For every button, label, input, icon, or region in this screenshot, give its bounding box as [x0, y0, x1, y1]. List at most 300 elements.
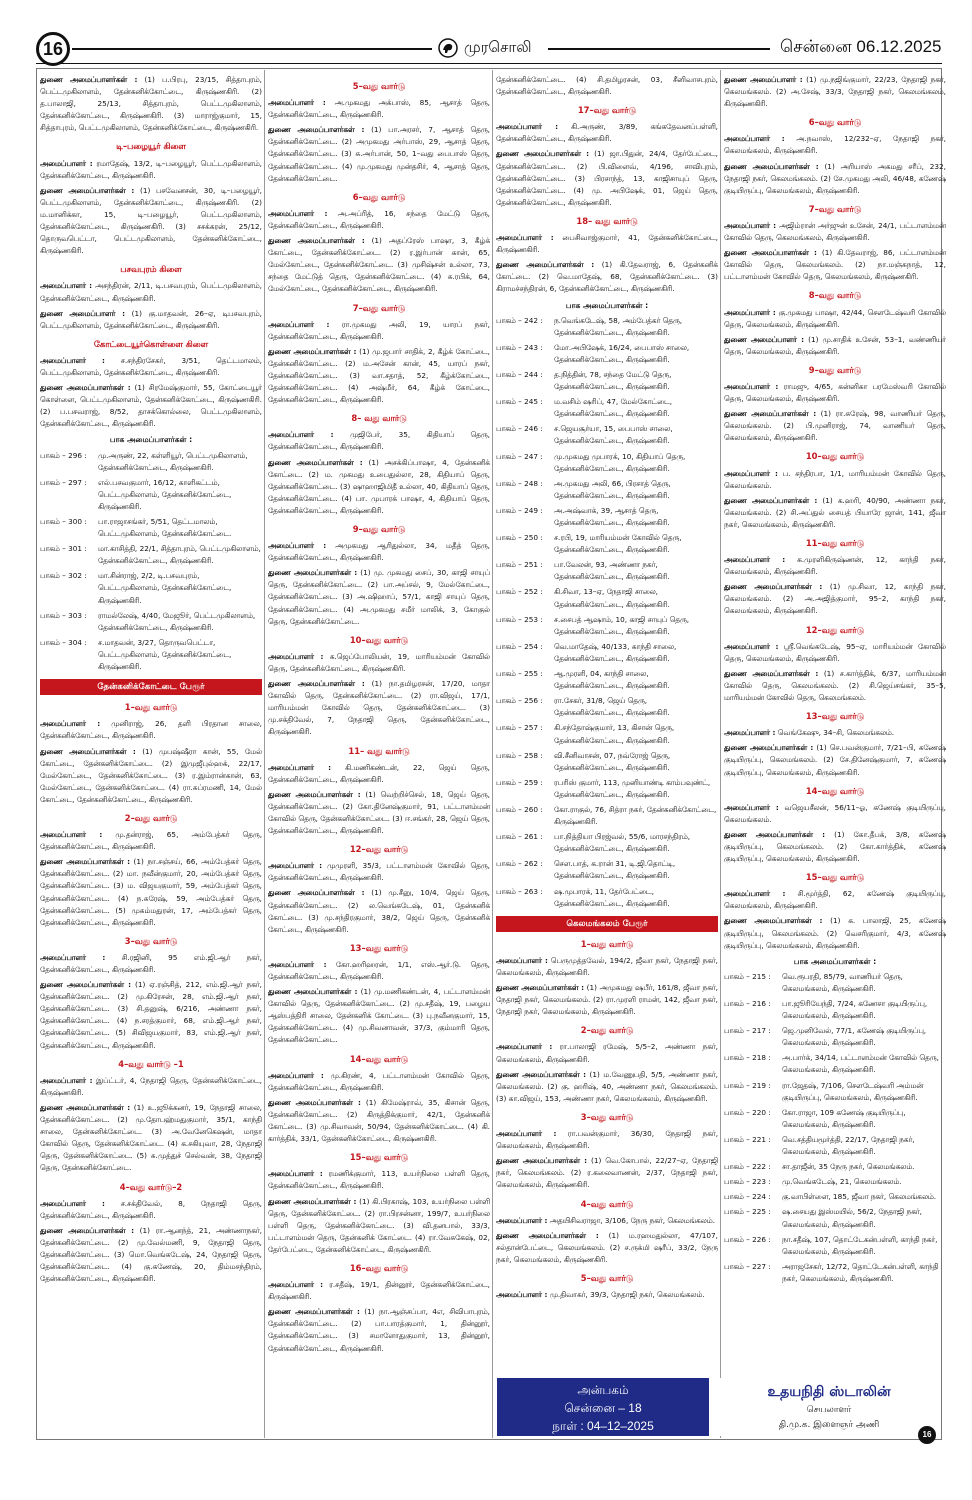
booth-row	[724, 1025, 946, 1049]
header-underline	[36, 63, 942, 64]
ward-heading: 5–வது வார்டு	[580, 1272, 634, 1283]
role-label: அமைப்பாளர் :	[268, 762, 332, 772]
member-entry	[40, 382, 262, 430]
member-entry	[268, 429, 490, 453]
booth-row	[496, 695, 718, 719]
role-label: அமைப்பாளர் :	[724, 641, 779, 651]
ward-heading: 11–வது வார்டு	[805, 538, 865, 548]
ward-heading: 2–வது வார்டு	[580, 1025, 634, 1036]
booth-member: வெ.மாதேஷ், 40/133, காந்தி சாலை, தேன்கனிக்கோட்டை, கிருஷ்ணகிரி.	[554, 641, 677, 663]
role-label: துணை அமைப்பாளர்கள் :	[268, 457, 363, 467]
booth-member: ஷ.சையது இஸ்மயில், 56/2, நேதாஜி நகர், கெலமங்கலம், கிருஷ்ணகிரி.	[782, 1207, 922, 1229]
member-entry	[724, 247, 946, 283]
booth-row	[496, 478, 718, 502]
booth-row	[496, 342, 718, 366]
booth-member: வெ.சத்தியமூர்த்தி, 22/17, நேதாஜி நகர், கெலமங்கலம், கிருஷ்ணகிரி.	[782, 1134, 915, 1157]
booth-number: பாகம் – 244 :	[496, 369, 543, 379]
column-4	[724, 74, 946, 1434]
booth-member: ச.ரபி, 19, மாரியம்மன் கோவில் தெரு, தேன்கனிக்கோட்டை, கிருஷ்ணகிரி.	[554, 533, 682, 555]
role-label: அமைப்பாளர் :	[268, 1280, 324, 1290]
entry-text: ரா.பவன்குமார், 36/30, நேதாஜி நகர், கெலமங்கலம், கிருஷ்ணகிரி.	[496, 1129, 718, 1151]
entry-text: (1) ரா.ஆனந்த், 21, அண்ணாநகர், தேன்கனிக்கோட்டை. (2) மு.வேல்மணி, 9, நேதாஜி தெரு, தேன்கனிக்கோட்டை. (3) மொ.வெங்கடேஷ், 24, நேதாஜி தெரு, தேன்கனிக்கோட்டை. (4) கு.கணேஷ், 20, திம்மசந்திரம், தேன்கனிக்கோட்டை, கிருஷ்ணகிரி.	[40, 1225, 262, 1284]
booth-member: கி.சிவா, 13–ஏ, நேதாஜி சாலை, தேன்கனிக்கோட்டை, கிருஷ்ணகிரி.	[554, 587, 670, 609]
booth-number: பாகம் – 224 :	[724, 1192, 771, 1202]
entry-text: (1) மு.சிவா, 12, காந்தி நகர், கெலமங்கலம். (2) அ.அஜித்குமார், 95–2, காந்தி நகர், கெலமங்கலம், கிருஷ்ணகிரி.	[724, 582, 946, 616]
entry-text: (1) நா.சஞ்சய், 66, அம்பேத்கர் தெரு, தேன்கனிக்கோட்டை. (2) மா. நவீன்குமார், 20, அம்பேத்கர் தெரு, தேன்கனிக்கோட்டை. (3) ம. விஜயகுமார், 59, அம்பேத்கர் தெரு, தேன்கனிக்கோட்டை. (4) ந.சுரேஷ், 59, அம்பேத்கர் தெரு, தேன்கனிக்கோட்டை. (5) முகம்மதுரன், 17, அம்பேத்கர் தெரு, தேன்கனிக்கோட்டை, கிருஷ்ணகிரி.	[40, 857, 262, 927]
booth-member: ம.வசிம் ஷரிப், 47, மேல்கோட்டை, தேன்கனிக்கோட்டை, கிருஷ்ணகிரி.	[554, 397, 673, 419]
page-header	[0, 0, 972, 60]
role-label: அமைப்பாளர் :	[40, 158, 93, 168]
member-entry	[268, 959, 490, 983]
booth-number: பாகம் – 263 :	[496, 886, 543, 896]
role-label: அமைப்பாளர் :	[268, 98, 326, 108]
role-label: அமைப்பாளர் :	[268, 1070, 324, 1080]
role-label: அமைப்பாளர் :	[40, 281, 93, 291]
address-line-2: சென்னை – 18	[564, 1401, 642, 1415]
role-label: துணை அமைப்பாளர்கள் :	[40, 75, 138, 84]
role-label: அமைப்பாளர் :	[724, 381, 779, 391]
branch-heading: கோட்டையூர்கொள்ளை கிளை	[93, 338, 209, 349]
member-entry	[268, 208, 490, 232]
entry-text: (1) வெ.கோபால், 22/27–ஏ, நேதாஜி நகர், கெலமங்கலம். (2) ர.கலைவாணன், 2/37, நேதாஜி நகர், கெலமங்கலம், கிருஷ்ணகிரி.	[496, 1156, 718, 1190]
entry-text: (1) நா.ஆஞ்சப்பா, 4எ, சிவிபாபுரம், தேன்கனிக்கோட்டை. (2) பா.பாரத்குமார், 1, தின்னூர், தேன்கனிக்கோட்டை. (3) சமாளோதுகுமார், 13, தின்னூர், தேன்கனிக்கோட்டை, கிருஷ்ணகிரி.	[268, 1307, 490, 1353]
ward-heading: 1–வது வார்டு	[124, 702, 178, 713]
entry-text: அதயிசிவராஜா, 3/106, நேரு நகர், கெலமங்கலம்.	[549, 1215, 715, 1225]
booth-number: பாகம் – 256 :	[496, 696, 543, 706]
role-label: துணை அமைப்பாளர்கள் :	[40, 185, 135, 195]
ward-heading: 8– வது வார்டு	[351, 413, 407, 424]
booth-number: பாகம் – 258 :	[496, 750, 543, 760]
booth-member: ச.சைபத் ஆஷாம், 10, காஜி சாயுப் தெரு, தேன்கனிக்கோட்டை, கிருஷ்ணகிரி.	[554, 614, 690, 636]
ward-heading: 11– வது வார்டு	[348, 745, 410, 756]
header-rule-right	[548, 48, 770, 50]
entry-text: முஜிபேர், 35, கிதியாப் தெரு, தேன்கனிக்கோட்டை, கிருஷ்ணகிரி.	[268, 430, 490, 452]
entry-text: (1) கு.மாதவன், 26–ஏ, டிபசவபுரம், பெட்டமுகிலாளம், தேன்கனிக்கோட்டை, கிருஷ்ணகிரி.	[40, 308, 262, 330]
entry-text: ச.சக்திவேல், 8, நேதாஜி தெரு, தேன்கனிக்கோட்டை, கிருஷ்ணகிரி.	[40, 1198, 262, 1220]
role-label: துணை அமைப்பாளர்கள் :	[496, 149, 590, 159]
booth-row	[496, 505, 718, 529]
member-entry	[40, 355, 262, 379]
member-entry	[724, 888, 946, 912]
booth-member: கோ.ராஜா, 109 கணேஷ் குடியிருப்பு, கெலமங்கலம், கிருஷ்ணகிரி.	[782, 1107, 906, 1129]
booth-number: பாகம் – 227 :	[724, 1261, 771, 1271]
booth-row	[496, 532, 718, 556]
booth-row	[724, 1261, 946, 1285]
member-entry	[496, 1128, 718, 1152]
ward-heading: 4–வது வார்டு	[580, 1198, 634, 1209]
booth-member: ரா.ஜேதஷ், 7/106, சௌடேஷ்வரி அம்மன் குடியிருப்பு, கெலமங்கலம், கிருஷ்ணகிரி.	[782, 1080, 924, 1102]
member-entry	[40, 158, 262, 182]
role-label: துணை அமைப்பாளர்கள் :	[496, 983, 585, 993]
member-entry	[40, 952, 262, 976]
role-label: அமைப்பாளர் :	[268, 861, 323, 871]
role-label: துணை அமைப்பாளர்கள் :	[40, 980, 132, 990]
booth-member: த.நித்தின், 78, சந்தை மேட்டு தெரு, தேன்கனிக்கோட்டை, கிருஷ்ணகிரி.	[554, 369, 672, 392]
member-entry	[496, 1155, 718, 1191]
member-entry	[268, 319, 490, 343]
entry-text: பெருமுத்தவேல், 194/2, ஜீவா நகர், நேதாஜி நகர், கெலமங்கலம், கிருஷ்ணகிரி.	[496, 955, 718, 977]
booth-row	[40, 570, 262, 606]
role-label: அமைப்பாளர் :	[724, 468, 778, 478]
role-label: அமைப்பாளர் :	[40, 1198, 105, 1208]
role-label: துணை அமைப்பாளர்கள் :	[268, 236, 365, 246]
signatory-org: தி.மு.க. இளைஞர் அணி	[778, 1420, 880, 1430]
column-divider	[264, 70, 265, 1438]
booth-row	[724, 1107, 946, 1131]
booth-number: பாகம் – 251 :	[496, 560, 543, 570]
section-banner: தேன்கனிக்கோட்டை பேரூர்	[40, 679, 262, 695]
member-entry	[496, 1215, 718, 1227]
member-entry	[724, 468, 946, 492]
booth-number: பாகம் – 246 :	[496, 424, 543, 434]
booth-row	[496, 750, 718, 774]
member-entry	[268, 457, 490, 517]
booth-member: ராமல்லேஷ், 4/40, மேஜூர், பெட்டமுகிலாளம், தேன்கனிக்கோட்டை, கிருஷ்ணகிரி.	[98, 610, 256, 632]
role-label: துணை அமைப்பாளர்கள் :	[268, 125, 365, 135]
role-label: துணை அமைப்பாளர்கள் :	[724, 248, 817, 258]
booth-row	[496, 858, 718, 882]
entry-text: மு.திவாகர், 39/3, நேதாஜி நகர், கெலமங்கலம்.	[549, 1290, 705, 1300]
entry-text: (1) மு.சீனு, 10/4, ஜெய் தெரு, தேன்கனிக்கோட்டை. (2) ல.வெங்கடேஷ், 01, தேன்கனிக் கோட்டை. (3) மு.சந்திரகுமார், 38/2, ஜெய் தெரு, தேன்கனிக் கோட்டை, கிருஷ்ணகிரி.	[268, 888, 490, 934]
booth-member: அ.முகமது அலி, 66, பிரசாத் தெரு, தேன்கனிக்கோட்டை, கிருஷ்ணகிரி.	[554, 478, 671, 500]
entry-text: (1) அரியாஸ் அகமது சரீப், 232, நேதாஜி நகர், கெலமங்கலம். (2) சே.முகமது அலி, 46/48, கணேஷ் குடியிருப்பு, கெலமங்கலம், கிருஷ்ணகிரி.	[724, 161, 946, 195]
member-entry	[724, 161, 946, 197]
booth-member: மு.முகமது முபாரக், 10, கிதியாப் தெரு, தேன்கனிக்கோட்டை, கிருஷ்ணகிரி.	[554, 451, 686, 473]
member-entry	[40, 1198, 262, 1222]
entry-text: கி.அருண், 3/89, கங்கதேவனப்பள்ளி, தேன்கனிக்கோட்டை, கிருஷ்ணகிரி.	[496, 122, 718, 144]
booth-member: சா.தாஜீன், 35 நேரு நகர், கெலமங்கலம்.	[782, 1162, 915, 1172]
booth-member: சௌ.பாத், க.ரான் 31, டி.ஜி.தொட்டி, தேன்கனிக்கோட்டை, கிருஷ்ணகிரி.	[554, 859, 676, 881]
ward-heading: 3–வது வார்டு	[124, 935, 178, 946]
booth-member: ச.மாதவன், 3/27, தொருவபெட்டா, பெட்டமுகிலாளம், தேன்கனிக்கோட்டை, கிருஷ்ணகிரி.	[98, 637, 232, 672]
entry-text: (1) மு.ஜபார் சாதிக், 2, கீழ்க் கோட்டை, தேன்கனிக்கோட்டை. (2) ம.அசேன் கான், 45, யாரப் நகர், தேன்கனிக்கோட்டை. (3) வா.சதாத், 52, கீழ்க்கோட்டை, தேன்கனிக்கோட்டை. (4) அஷ்மீர், 64, கீழ்க் கோட்டை, தேன்கனிக்கோட்டை, கிருஷ்ணகிரி.	[268, 346, 490, 405]
role-label: துணை அமைப்பாளர்கள் :	[268, 679, 365, 689]
booth-member: ச.ஜெயசூர்யா, 15, பைபாஸ் சாலை, தேன்கனிக்கோட்டை, கிருஷ்ணகிரி.	[554, 424, 673, 446]
role-label: அமைப்பாளர் :	[268, 430, 334, 440]
entry-text: (1) ஜா.பிதுன், 24/4, தேர்பேட்டை, தேன்கனிக்கோட்டை. (2) பி.விளைவ், 4/196, சாவிபுரம், தேன்கனிக்கோட்டை. (3) பிரசாந்த், 13, காஜிசாயுப் தெரு, தேன்கனிக்கோட்டை. (4) மு. அபிஷேக், 01, ஜெய் தெரு, தேன்கனிக்கோட்டை, கிருஷ்ணகிரி.	[496, 149, 718, 207]
member-entry	[724, 641, 946, 665]
booth-member: ஷ.முபாரக், 11, தேர்பேட்டை, தேன்கனிக்கோட்டை, கிருஷ்ணகிரி.	[554, 886, 670, 908]
role-label: அமைப்பாளர் :	[496, 955, 548, 965]
booth-row	[496, 668, 718, 692]
member-entry	[40, 856, 262, 929]
booth-number: பாகம் – 223 :	[724, 1177, 771, 1187]
booth-number: பாகம் – 248 :	[496, 478, 543, 488]
member-entry	[40, 829, 262, 853]
booth-member: ரபரிஸ் குமார், 113, முனியாண்டி காம்பவுண்ட், தேன்கனிக்கோட்டை, கிருஷ்ணகிரி.	[554, 777, 711, 799]
booth-number: பாகம் – 257 :	[496, 723, 543, 733]
header-rule-left	[72, 48, 432, 50]
booth-member: நா.சதீஷ், 107, தொட்டேகன்பள்ளி, காந்தி நகர், கெலமங்கலம், கிருஷ்ணகிரி.	[782, 1234, 938, 1256]
entry-text: (1) மு.மணிகண்டன், 4, பட்டாளம்மன் கோவில் தெரு, தேன்கனிக்கோட்டை. (2) மு.சதீஷ், 19, பழைய ஆஸ்பத்திரி சாலை, தேன்கனிக் கோட்டை. (3) பு.நவீனகுமார், 15, தேன்கனிக்கோட்டை. (4) மு.சிவனாவன், 37/3, கும்மாரி தெரு, தேன்கனிக்கோட்டை.	[268, 987, 490, 1045]
member-entry	[724, 668, 946, 704]
role-label: துணை அமைப்பாளர்கள் :	[40, 383, 131, 393]
booth-member: பா.வேலன், 93, அண்ணா நகர், தேன்கனிக்கோட்டை, கிருஷ்ணகிரி.	[554, 560, 670, 582]
entry-text: (1) கோ.தீபக், 3/8, கணேஷ் குடியிருப்பு, கெலமங்கலம். (2) கோ.கார்த்திக், கணேஷ் குடியிருப்பு, கெலமங்கலம், கிருஷ்ணகிரி.	[724, 829, 946, 864]
member-entry	[40, 1225, 262, 1285]
entry-text: (1) ரா.சுரேஷ், 98, வாணியர் தெரு, கெலமங்கலம். (2) பி.முனிராஜ், 74, வாணியர் தெரு, கெலமங்கலம், கிருஷ்ணகிரி.	[724, 409, 946, 443]
booth-number: பாகம் – 252 :	[496, 587, 543, 597]
member-entry	[496, 982, 718, 1018]
member-entry	[40, 1102, 262, 1175]
address-date: நாள் : 04–12–2025	[552, 1419, 654, 1433]
role-label: அமைப்பாளர் :	[724, 307, 776, 317]
ward-heading: 14–வது வார்டு	[805, 785, 865, 796]
member-entry	[268, 1306, 490, 1354]
entry-text: (1) அசக்கிப்பாஷா, 4, தேன்கனிக் கோட்டை. (2) ம. முகமது உபைதுல்லா, 28, கிதியாப் தெரு, தேன்கனிக்கோட்டை. (3) ஷாஹாஜிமிதீ உல்லா, 40, கிதியாப் தெரு, தேன்கனிக்கோட்டை. (4) பா. முபாரக் பாஷா, 4, கிதியாப் தெரு, தேன்கனிக்கோட்டை, கிருஷ்ணகிரி.	[268, 457, 490, 515]
column-3	[496, 74, 718, 1434]
address-line-1: அன்பகம்	[577, 1383, 629, 1397]
edition-date: சென்னை 06.12.2025	[780, 37, 942, 56]
role-label: துணை அமைப்பாளர் :	[724, 75, 803, 84]
member-entry	[268, 678, 490, 738]
member-entry	[268, 1070, 490, 1094]
booth-row	[496, 586, 718, 610]
entry-text: இப்ட்டர், 4, நேதாஜி தெரு, தேன்கனிக்கோட்டை, கிருஷ்ணகிரி.	[40, 1075, 262, 1097]
ward-heading: 13–வது வார்டு	[805, 711, 865, 722]
member-entry	[724, 133, 946, 157]
entry-text: சி.ரஜினி, 95 எம்.ஜி.ஆர் நகர், தேன்கனிக்கோட்டை, கிருஷ்ணகிரி.	[40, 952, 262, 974]
role-label: துணை அமைப்பாளர்கள் :	[724, 829, 826, 839]
booth-row	[496, 315, 718, 339]
entry-text: அமுகமது ஆரிதுல்லா, 34, மதீத் தெரு, தேன்கனிக்கோட்டை, கிருஷ்ணகிரி.	[268, 541, 490, 563]
member-entry	[496, 148, 718, 208]
member-entry	[724, 381, 946, 405]
member-entry	[496, 1069, 718, 1105]
member-entry	[268, 651, 490, 675]
ward-heading: 8–வது வார்டு	[808, 290, 862, 301]
entry-text: அ.நவாஸ், 12/232–ஏ, நேதாஜி நகர், கெலமங்கலம், கிருஷ்ணகிரி.	[724, 134, 946, 156]
member-entry	[40, 746, 262, 806]
role-label: துணை அமைப்பாளர்கள் :	[40, 857, 131, 867]
member-entry	[724, 802, 946, 826]
entry-text: (1) கி.தேவராஜ், 6, தேன்கனிக் கோட்டை. (2) வெ.மாதேஷ், 68, தேன்கனிக்கோட்டை. (3) கிராமச்சந்திரன், 6, தேன்கனிக்கோட்டை, கிருஷ்ணகிரி.	[496, 260, 718, 294]
entry-text: பைசிவாஜ்குமார், 41, தேன்கனிக்கோட்டை, கிருஷ்ணகிரி.	[496, 233, 718, 255]
member-entry	[40, 308, 262, 332]
entry-text: கு.முகமது பாஷா, 42/44, சௌடேஷ்வரி கோவில் தெரு, கெலமங்கலம், கிருஷ்ணகிரி.	[724, 307, 946, 329]
booth-number: பாகம் – 217 :	[724, 1026, 771, 1036]
booth-member: எல்.பசவகுமார், 16/12, காளிகட்டம், பெட்டமுகிலாளம், தேன்கனிக்கோட்டை, கிருஷ்ணகிரி.	[98, 477, 232, 511]
entry-text: ரா.முகமது அலி, 19, யாரப் நகர், தேன்கனிக்கோட்டை, கிருஷ்ணகிரி.	[268, 319, 490, 341]
member-entry	[268, 789, 490, 837]
booth-row	[496, 614, 718, 638]
entry-text: அ.அப்ரித், 16, சந்தை மேட்டு தெரு, தேன்கனிக்கோட்டை, கிருஷ்ணகிரி.	[268, 208, 490, 230]
role-label: துணை அமைப்பாளர்கள் :	[268, 888, 365, 898]
member-entry	[40, 185, 262, 258]
role-label: அமைப்பாளர் :	[40, 830, 103, 840]
branch-heading: பசவபுரம் கிளை	[120, 264, 182, 275]
role-label: துணை அமைப்பாளர்கள் :	[268, 346, 357, 356]
role-label: அமைப்பாளர் :	[724, 802, 779, 812]
entry-text: ராமஜு, 4/65, கன்னிகா பரமேஸ்வரி கோவில் தெரு, கெலமங்கலம், கிருஷ்ணகிரி.	[724, 381, 946, 404]
ward-heading: 12–வது வார்டு	[805, 624, 865, 635]
member-entry	[40, 979, 262, 1052]
role-label: அமைப்பாளர் :	[724, 889, 786, 899]
entry-text: (1) மு.நஜிங்குமார், 22/23, நேதாஜி நகர், கெலமங்கலம். (2) அ.சேஷ், 33/3, நேதாஜி நகர், கெலமங்கலம், கிருஷ்ணகிரி.	[724, 75, 946, 109]
booth-member: வி.சீனிவாசன், 07, நவ்ரோஜ் தெரு, தேன்கனிக்கோட்டை, கிருஷ்ணகிரி.	[554, 750, 671, 772]
entry-text: (1) பசவேனசன், 30, டி–பழையூர், பெட்டமுகிலாளம், தேன்கனிக்கோட்டை, கிருஷ்ணகிரி. (2) ம.மானிக்கா, 15, டி–பழையூர், பெட்டமுகிலாளம், தேன்கனிக்கோட்டை, கிருஷ்ணகிரி. (3) சசக்கரன், 25/12, தொருவபெட்டா, பெட்டமுகிலாளம், தேன்கனிக்கோட்டை, கிருஷ்ணகிரி.	[40, 185, 262, 256]
booth-number: பாகம் – 261 :	[496, 832, 543, 842]
entry-text: முனிராஜ், 26, தளி பிரதான சாலை, தேன்கனிக்கோட்டை, கிருஷ்ணகிரி.	[40, 719, 262, 741]
entry-text: ரமாதேஷ், 13/2, டி–பழையூர், பெட்டமுகிலாளம், தேன்கனிக்கோட்டை, கிருஷ்ணகிரி.	[40, 158, 262, 180]
booth-member: ஜெ.முனிவேல், 77/1, கணேஷ் குடியிருப்பு, கெலமங்கலம், கிருஷ்ணகிரி.	[782, 1026, 927, 1048]
masthead-logo-icon	[438, 38, 458, 58]
booth-number: பாகம் – 247 :	[496, 451, 543, 461]
booth-row	[496, 396, 718, 420]
booth-member: வெ.ரூபரதி, 85/79, வாணியர் தெரு, கெலமங்கலம், கிருஷ்ணகிரி.	[782, 971, 903, 993]
entry-text: (1) ம.ரஹமதுல்லா, 47/107, சல்தான்பேட்டை, கெலமங்கலம். (2) ச.ருக்மி ஷரீப், 33/2, நேரு நகர், கெலமங்கலம், கிருஷ்ணகிரி.	[496, 1230, 718, 1264]
role-label: அமைப்பாளர் :	[496, 1215, 548, 1225]
booth-number: பாகம் – 255 :	[496, 669, 543, 679]
ward-heading: 10–வது வார்டு	[805, 451, 865, 462]
member-entry	[268, 567, 490, 627]
booth-row	[724, 1052, 946, 1076]
member-entry	[268, 1196, 490, 1256]
booth-row	[724, 1176, 946, 1188]
role-label: துணை அமைப்பாளர்கள் :	[496, 1156, 588, 1166]
booth-member: அ.அஷ்வாக், 39, ஆசாத் தெரு, தேன்கனிக்கோட்டை, கிருஷ்ணகிரி.	[554, 505, 670, 527]
member-entry	[496, 259, 718, 295]
member-entry	[268, 97, 490, 121]
entry-text: ரமணிக்குமார், 113, உயர்நிலை பள்ளி தெரு, தேன்கனிக்கோட்டை, கிருஷ்ணகிரி.	[268, 1169, 490, 1191]
ward-heading: 2–வது வார்டு	[124, 812, 178, 823]
booth-number: பாகம் – 253 :	[496, 614, 543, 624]
page-number-badge: 16	[36, 32, 70, 66]
member-entry	[496, 955, 718, 979]
member-entry	[496, 121, 718, 145]
booth-member: அ.பார்க், 34/14, பட்டாளம்மன் கோவில் தெரு, கெலமங்கலம், கிருஷ்ணகிரி.	[782, 1053, 939, 1075]
member-entry	[40, 718, 262, 742]
booth-number: பாகம் – 222 :	[724, 1162, 771, 1172]
signatory-title: செயலாளர்	[806, 1405, 852, 1415]
booth-number: பாகம் – 216 :	[724, 999, 771, 1008]
entry-text: ரா.பாலாஜி ரமேஷ், 5/5–2, அண்ணா நகர், கெலமங்கலம், கிருஷ்ணகிரி.	[496, 1042, 718, 1064]
member-entry	[496, 1289, 718, 1301]
ward-heading: 16–வது வார்டு	[349, 1262, 409, 1273]
section-banner: கெலமங்கலம் பேரூர்	[496, 916, 718, 932]
entry-text: வெங்கேஷு, 34–சி, கெலமங்கலம்.	[777, 728, 895, 738]
role-label: துணை அமைப்பாளர்கள் :	[724, 582, 823, 592]
member-entry	[496, 1230, 718, 1266]
ward-heading: 7–வது வார்டு	[352, 302, 406, 313]
column-1	[40, 74, 262, 1434]
member-entry	[40, 74, 262, 134]
member-entry	[268, 346, 490, 406]
entry-text: (1) நா.தமிழரசன், 17/20, மாதா கோவில் தெரு, தேன்கனிக்கோட்டை. (2) ரா.விஜய், 17/1, மாரியம்மன் கோவில் தெரு, தேன்கனிக்கோட்டை. (3) மு.சக்திவேல், 7, நேதாஜி தெரு, தேன்கனிக்கோட்டை, கிருஷ்ணகிரி.	[268, 679, 490, 737]
booth-number: பாகம் – 254 :	[496, 641, 543, 651]
entry-text: ப. சந்திரபா, 1/1, மாரியம்மன் கோவில் தெரு, கெலமங்கலம்.	[724, 468, 946, 490]
entry-text: (1) மு. முகமது சைப், 30, காஜி சாயுப் தெரு, தேன்கனிக்கோட்டை. (2) பா.அப்சல், 9, மேல்கோட்டை, தேன்கனிக்கோட்டை. (3) அ.ஷிஹாப், 57/1, காஜி சாயுப் தெரு, தேன்கனிக்கோட்டை. (4) அ.முகமது சமீர் மாலிக், 3, கோகுல் தெரு, தேன்கனிக்கோட்டை.	[268, 568, 490, 626]
member-entry	[268, 540, 490, 564]
booth-row	[496, 777, 718, 801]
booth-row	[724, 1080, 946, 1104]
ward-heading: 15–வது வார்டு	[349, 1152, 409, 1163]
role-label: அமைப்பாளர் :	[268, 1169, 323, 1179]
entry-text: (1) ம.வேணுபதி, 5/5, அண்ணா நகர், கெலமங்கலம். (2) கு. ஹரிஷ், 40, அண்ணா நகர், கெலமங்கலம். (3) கா.விஜய், 153, அண்ணா நகர், கெலமங்கலம், கிருஷ்ணகிரி.	[496, 1069, 718, 1103]
role-label: அமைப்பாளர் :	[724, 728, 776, 738]
entry-text: (1) க.ஹரி, 40/90, அண்ணா நகர், கெலமங்கலம். (2) சி.அப்துல் சையத் பியாரே ஜான், 141, ஜீவா நகர், கெலமங்கலம், கிருஷ்ணகிரி.	[724, 495, 946, 529]
ward-heading: 14–வது வார்டு	[349, 1053, 409, 1064]
entry-text: (1) க. பாலாஜி, 25, கணேஷ் குடியிருப்பு, கெலமங்கலம். (2) வெசரிகுமார், 4/3, கணேஷ் குடியிருப்பு, கெலமங்கலம், கிருஷ்ணகிரி.	[724, 916, 946, 950]
booth-number: பாகம் – 243 :	[496, 342, 543, 352]
role-label: அமைப்பாளர் :	[40, 719, 101, 729]
role-label: துணை அமைப்பாளர் :	[724, 334, 804, 344]
role-label: துணை அமைப்பாளர்கள் :	[496, 1230, 599, 1240]
ward-heading: 1–வது வார்டு	[580, 938, 634, 949]
entry-text: அஜிம்ரான் அர்ஜுன் உசேன், 24/1, பட்டாளம்மன் கோவில் தெரு, கெலமங்கலம், கிருஷ்ணகிரி.	[724, 220, 946, 243]
booth-number: பாகம் – 250 :	[496, 533, 543, 543]
booth-member: ஆ.முரளி, 04, காந்தி சாலை, தேன்கனிக்கோட்டை, கிருஷ்ணகிரி.	[554, 669, 670, 691]
member-entry	[724, 581, 946, 617]
role-label: துணை அமைப்பாளர்கள் :	[268, 1097, 361, 1107]
booth-number: பாகம் – 220 :	[724, 1107, 771, 1117]
member-entry	[724, 220, 946, 244]
role-label: துணை அமைப்பாளர்கள் :	[40, 1102, 131, 1112]
member-entry	[724, 334, 946, 358]
member-entry	[724, 727, 946, 739]
branch-heading: டி–பழையூர் கிளை	[116, 141, 186, 152]
member-entry	[724, 408, 946, 444]
ward-heading: 6–வது வார்டு	[808, 117, 862, 128]
role-label: அமைப்பாளர் :	[40, 1075, 93, 1085]
entry-text: (1) சிரமேஷ்குமார், 55, கோட்டையூர் கொள்ளை, பெட்டமுகிலாளம், தேன்கனிக்கோட்டை, கிருஷ்ணகிரி. (2) ப.பசவராஜ், 8/52, தாசக்கொல்லை, பெட்டமுகிலாளம், தேன்கனிக்கோட்டை, கிருஷ்ணகிரி.	[40, 383, 262, 429]
booth-row	[496, 886, 718, 910]
ward-heading: 17–வது வார்டு	[577, 105, 637, 116]
signatory-box	[718, 1378, 940, 1436]
member-entry	[724, 307, 946, 331]
member-entry	[268, 762, 490, 786]
booth-member: மு.வெங்கடேஷ், 21, கெலமங்கலம்.	[782, 1177, 902, 1187]
entry-text: கோ.ஹரிஹரன், 1/1, எஸ்.ஆர்.டு. தெரு, தேன்கனிக்கோட்டை, கிருஷ்ணகிரி.	[268, 959, 490, 981]
member-entry	[268, 860, 490, 884]
booth-row	[724, 1161, 946, 1173]
role-label: துணை அமைப்பாளர்கள் :	[268, 1307, 360, 1317]
booth-number: பாகம் – 242 :	[496, 315, 543, 325]
entry-text: தேன்கனிக்கோட்டை. (4) சி.தமிழரசன், 03, சீனிவாசபுரம், தேன்கனிக்கோட்டை, கிருஷ்ணகிரி.	[496, 75, 718, 97]
entry-text: முமுரளி, 35/3, பட்டாளம்மன் கோவில் தெரு, தேன்கனிக்கோட்டை, கிருஷ்ணகிரி.	[268, 861, 490, 883]
booth-number: பாகம் – 249 :	[496, 505, 543, 515]
booth-member: அராஜசேகர், 12/72, தொட்டேகன்பள்ளி, காந்தி நகர், கெலமங்கலம், கிருஷ்ணகிரி.	[782, 1261, 939, 1283]
role-label: துணை அமைப்பாளர்கள் :	[268, 1196, 357, 1206]
entry-text: (1) செ.பவன்குமார், 7/21–பி, கணேஷ் குடியிருப்பு, கெலமங்கலம். (2) சே.தினேஷ்குமார், 7, கணேஷ் குடியிருப்பு, கெலமங்கலம், கிருஷ்ணகிரி.	[724, 743, 946, 777]
role-label: அமைப்பாளர் :	[268, 208, 328, 218]
entry-text: (1) பா.அரசர், 7, ஆசாத் தெரு, தேன்கனிக்கோட்டை. (2) அமுகமது அர்பாஸ், 29, ஆசாத் தெரு, தேன்கனிக்கோட்டை. (3) சு.அர்பான், 50, 1–வது பைபாஸ் தெரு, தேன்கனிக்கோட்டை. (4) மு.முகமது முன்தசிர், 4, ஆசாத் தெரு, தேன்கனிக்கோட்டை.	[268, 125, 490, 183]
role-label: அமைப்பாளர் :	[40, 952, 106, 962]
role-label: அமைப்பாளர் :	[496, 233, 554, 243]
member-entry	[268, 235, 490, 295]
ward-heading: 18– வது வார்டு	[576, 215, 638, 226]
role-label: துணை அமைப்பாளர்கள் :	[724, 743, 814, 753]
role-label: அமைப்பாளர் :	[268, 959, 327, 969]
booth-member: கோ.ராகுல், 76, சித்ரா நகர், தேன்கனிக்கோட்டை, கிருஷ்ணகிரி.	[554, 804, 717, 827]
booth-row	[40, 450, 262, 474]
role-label: அமைப்பாளர் :	[724, 134, 785, 144]
booth-member: பா.நித்தியா பிரஜ்வல், 55/6, மாரசந்திரம், தேன்கனிக்கோட்டை, கிருஷ்ணகிரி.	[554, 832, 691, 854]
booth-row	[724, 1234, 946, 1258]
address-box	[497, 1378, 709, 1436]
entry-text: ச.சந்திரசேகர், 3/51, தெட்டமாலம், பெட்டமுகிலாளம், தேன்கனிக்கோட்டை, கிருஷ்ணகிரி.	[40, 355, 262, 377]
role-label: துணை அமைப்பாளர்கள் :	[268, 568, 358, 578]
booth-row	[40, 516, 262, 540]
member-entry	[268, 1168, 490, 1192]
entry-text: க.ஜெப்போலியன், 19, மாரியம்மன் கோவில் தெரு, தேன்கனிக்கோட்டை, கிருஷ்ணகிரி.	[268, 651, 490, 673]
entry-text: மு.தன்ராஜ், 65, அம்பேத்கர் தெரு, தேன்கனிக்கோட்டை, கிருஷ்ணகிரி.	[40, 830, 262, 852]
booth-number: பாகம் – 301 :	[40, 544, 87, 554]
ward-heading: 12–வது வார்டு	[349, 844, 409, 855]
booth-row	[496, 559, 718, 583]
booth-member: ரா.சேகர், 31/8, ஜெய் தெரு, தேன்கனிக்கோட்டை, கிருஷ்ணகிரி.	[554, 696, 670, 718]
ward-heading: 9–வது வார்டு	[808, 364, 862, 375]
